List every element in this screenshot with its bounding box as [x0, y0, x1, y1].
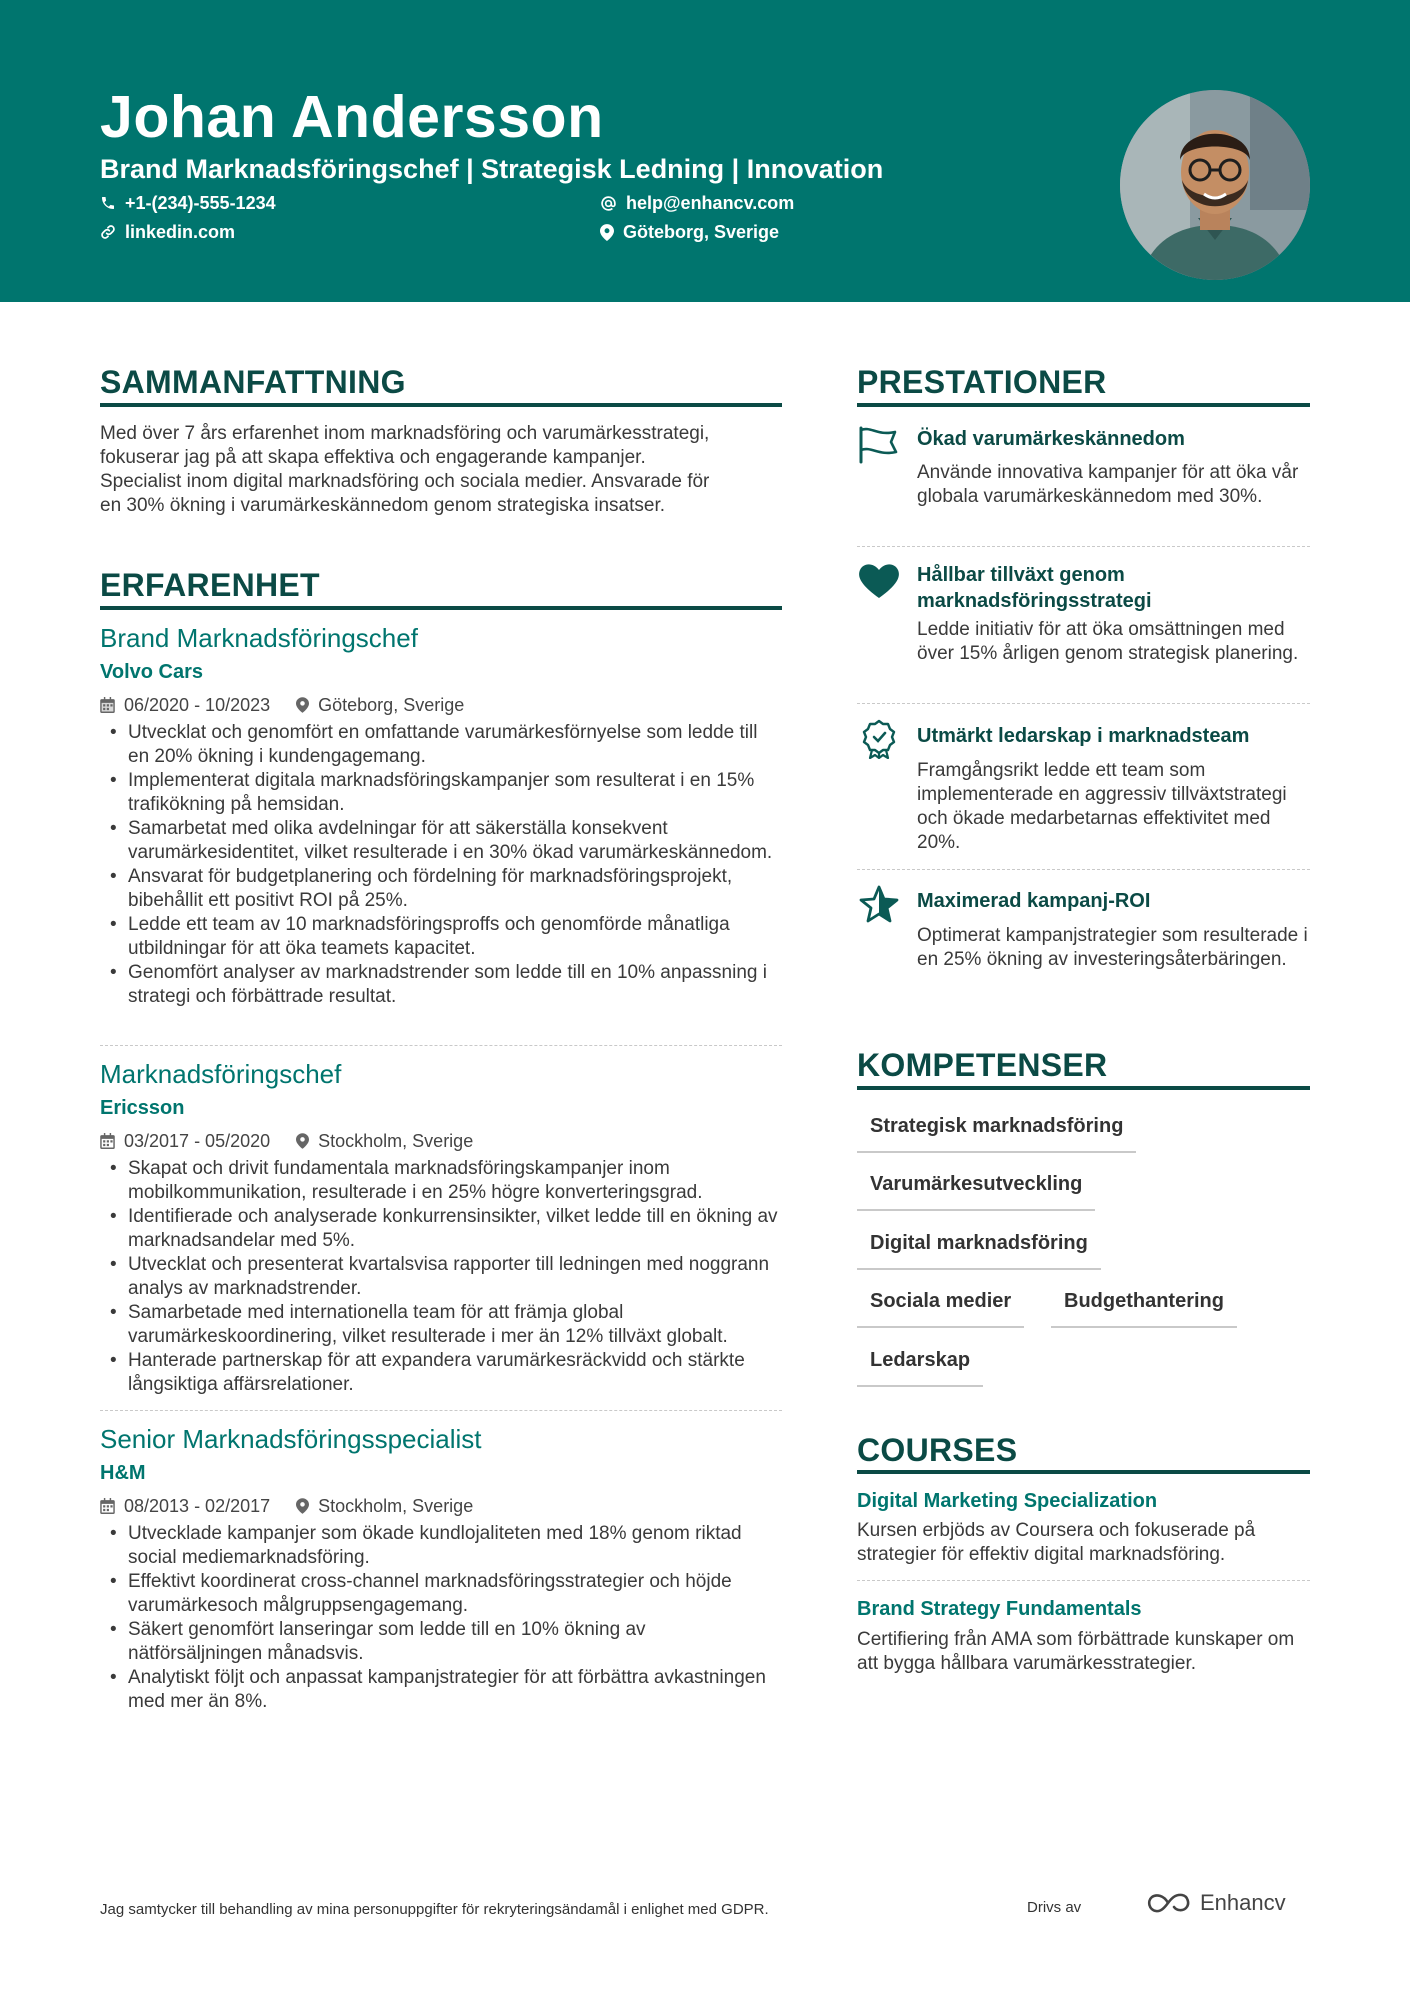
experience-heading-rule	[100, 606, 782, 610]
skill-tag: Varumärkesutveckling	[857, 1171, 1095, 1211]
job-bullets	[100, 1522, 782, 1714]
job-company[interactable]: Ericsson	[100, 1097, 185, 1119]
phone-text: +1-(234)-555-1234	[125, 193, 276, 213]
skill-tag: Sociala medier	[857, 1288, 1024, 1328]
achievements-heading: PRESTATIONER	[857, 364, 1107, 400]
powered-by-label: Drivs av	[1027, 1899, 1082, 1916]
job-bullets	[100, 1157, 782, 1397]
job-bullet: • Genomfört analyser av marknadstrender som ledde till en 10% anpassning i strategi och förbättrade resultat.	[100, 961, 782, 1009]
job-dates-text: 06/2020 - 10/2023	[124, 695, 271, 715]
job-dates-text: 08/2013 - 02/2017	[124, 1496, 271, 1516]
job-meta	[100, 1129, 782, 1153]
achievement-item	[857, 719, 1310, 859]
experience-heading: ERFARENHET	[100, 567, 320, 603]
summary-heading: SAMMANFATTNING	[100, 364, 406, 400]
job-dates-text: 03/2017 - 05/2020	[124, 1131, 271, 1151]
job-title: Senior Marknadsföringsspecialist	[100, 1424, 482, 1454]
gdpr-consent: Jag samtycker till behandling av mina personuppgifter för rekryteringsändamål i enlighet med GDPR.	[100, 1901, 769, 1918]
job-bullet: • Säkert genomfört lanseringar som ledde till en 10% ökning av nätförsäljningen månadsvis.	[100, 1618, 782, 1666]
job-title: Brand Marknadsföringschef	[100, 623, 418, 653]
skills-heading-rule	[857, 1086, 1310, 1090]
achievement-desc: Ledde initiativ för att öka omsättningen med över 15% årligen genom strategisk planering.	[917, 619, 1299, 664]
job-location	[296, 693, 464, 717]
calendar-icon	[100, 697, 115, 713]
email-text: help@enhancv.com	[626, 193, 795, 213]
job-bullets	[100, 721, 782, 1009]
at-icon	[600, 195, 617, 212]
achievement-item	[857, 424, 1310, 539]
job-entry	[100, 1422, 782, 1714]
calendar-icon	[100, 1133, 115, 1149]
location-pin-icon	[296, 697, 309, 713]
job-bullet: • Identifierade och analyserade konkurrensinsikter, vilket ledde till en ökning av marknadsandelar med 5%.	[100, 1205, 782, 1253]
job-dates	[100, 1129, 270, 1153]
job-bullet: • Samarbetat med olika avdelningar för att säkerställa konsekvent varumärkesidentitet, vilket resulterade i en 30% ökad varumärkeskännedom.	[100, 817, 782, 865]
job-bullet: • Analytiskt följt och anpassat kampanjstrategier för att förbättra avkastningen med mer än 8%.	[100, 1666, 782, 1714]
achievement-title: Maximerad kampanj-ROI	[917, 890, 1151, 912]
job-location	[296, 1129, 473, 1153]
achievement-title: Ökad varumärkeskännedom	[917, 428, 1185, 450]
job-entry	[100, 621, 782, 1009]
achievement-item	[857, 884, 1310, 999]
location-text: Göteborg, Sverige	[623, 222, 780, 242]
course-desc: Kursen erbjöds av Coursera och fokuserade på strategier för effektiv digital marknadsföring.	[857, 1520, 1256, 1565]
skill-tag: Ledarskap	[857, 1347, 983, 1387]
job-location	[296, 1494, 473, 1518]
profile-photo-illustration	[1120, 90, 1310, 280]
course-title[interactable]: Brand Strategy Fundamentals	[857, 1598, 1142, 1620]
job-bullet: • Utvecklat och genomfört en omfattande varumärkesförnyelse som ledde till en 20% ökning i kundengagemang.	[100, 721, 782, 769]
website-text: linkedin.com	[125, 222, 236, 242]
heart-icon	[857, 560, 901, 600]
award-icon	[857, 719, 901, 759]
candidate-tagline: Brand Marknadsföringschef | Strategisk Ledning | Innovation	[100, 154, 884, 184]
location-pin-icon	[296, 1498, 309, 1514]
job-dates	[100, 1494, 270, 1518]
job-location-text: Stockholm, Sverige	[318, 1496, 474, 1516]
achievement-desc: Optimerat kampanjstrategier som resulterade i en 25% ökning av investeringsåterbäringen.	[917, 925, 1308, 970]
skill-tag: Budgethantering	[1051, 1288, 1237, 1328]
job-dates	[100, 693, 270, 717]
job-bullet: • Effektivt koordinerat cross-channel marknadsföringsstrategier och höjde varumärkesoch målgruppsengagemang.	[100, 1570, 782, 1618]
job-divider	[100, 1410, 782, 1411]
email-contact[interactable]	[600, 191, 794, 215]
summary-text	[100, 422, 800, 518]
skills-heading: KOMPETENSER	[857, 1047, 1108, 1083]
job-company[interactable]: Volvo Cars	[100, 661, 203, 683]
achievement-divider	[857, 546, 1310, 547]
brand-name: Enhancv	[1200, 1890, 1286, 1915]
achievement-divider	[857, 703, 1310, 704]
calendar-icon	[100, 1498, 115, 1514]
summary-heading-rule	[100, 403, 782, 407]
resume-header	[0, 0, 1410, 302]
summary-line: en 30% ökning i varumärkeskännedom genom strategiska insatser.	[100, 495, 666, 516]
summary-line: Specialist inom digital marknadsföring och sociala medier. Ansvarade för	[100, 471, 710, 492]
course-title[interactable]: Digital Marketing Specialization	[857, 1490, 1158, 1512]
enhancv-logo-icon	[1146, 1891, 1192, 1915]
job-meta	[100, 1494, 782, 1518]
achievement-title: Hållbar tillväxt genom marknadsföringsstrategi	[917, 564, 1152, 612]
achievement-desc: Använde innovativa kampanjer för att öka vår globala varumärkeskännedom med 30%.	[917, 462, 1299, 507]
achievements-heading-rule	[857, 403, 1310, 407]
job-divider	[100, 1045, 782, 1046]
achievement-title: Utmärkt ledarskap i marknadsteam	[917, 725, 1250, 747]
profile-photo	[1120, 90, 1310, 280]
phone-contact[interactable]	[100, 191, 276, 215]
candidate-name: Johan Andersson	[100, 84, 604, 150]
job-bullet: • Ledde ett team av 10 marknadsföringsproffs och genomförde månatliga utbildningar för att öka teamets kapacitet.	[100, 913, 782, 961]
summary-line: fokuserar jag på att skapa effektiva och engagerande kampanjer.	[100, 447, 646, 468]
job-bullet: • Samarbetade med internationella team för att främja global varumärkeskoordinering, vilket resulterade i mer än 12% tillväxt globalt.	[100, 1301, 782, 1349]
star-icon	[857, 884, 901, 924]
job-meta	[100, 693, 782, 717]
job-entry	[100, 1057, 782, 1397]
course-desc: Certifiering från AMA som förbättrade kunskaper om att bygga hållbara varumärkesstrategier.	[857, 1629, 1295, 1674]
job-bullet: • Hanterade partnerskap för att expandera varumärkesräckvidd och stärkte långsiktiga affärsrelationer.	[100, 1349, 782, 1397]
enhancv-logo[interactable]	[1146, 1890, 1286, 1916]
location-contact	[600, 220, 779, 244]
job-title: Marknadsföringschef	[100, 1059, 342, 1089]
achievement-divider	[857, 869, 1310, 870]
courses-heading-rule	[857, 1470, 1310, 1474]
website-contact[interactable]	[100, 220, 235, 244]
course-divider	[857, 1580, 1310, 1581]
phone-icon	[100, 195, 116, 211]
location-pin-icon	[296, 1133, 309, 1149]
summary-line: Med över 7 års erfarenhet inom marknadsföring och varumärkesstrategi,	[100, 423, 710, 444]
skill-tag: Strategisk marknadsföring	[857, 1113, 1136, 1153]
achievement-item	[857, 560, 1310, 695]
flag-icon	[857, 424, 901, 464]
job-location-text: Stockholm, Sverige	[318, 1131, 474, 1151]
job-bullet: • Ansvarat för budgetplanering och fördelning för marknadsföringsprojekt, bibehållit ett positivt ROI på 25%.	[100, 865, 782, 913]
job-location-text: Göteborg, Sverige	[318, 695, 465, 715]
job-bullet: • Implementerat digitala marknadsföringskampanjer som resulterat i en 15% trafikökning på hemsidan.	[100, 769, 782, 817]
job-bullet: • Utvecklade kampanjer som ökade kundlojaliteten med 18% genom riktad social mediemarknadsföring.	[100, 1522, 782, 1570]
achievement-desc: Framgångsrikt ledde ett team som implementerade en aggressiv tillväxtstrategi och ökade medarbetarnas effektivitet med 20%.	[917, 760, 1287, 853]
job-company[interactable]: H&M	[100, 1462, 146, 1484]
job-bullet: • Utvecklat och presenterat kvartalsvisa rapporter till ledningen med noggrann analys av marknadstrender.	[100, 1253, 782, 1301]
skill-tag: Digital marknadsföring	[857, 1230, 1101, 1270]
job-bullet: • Skapat och drivit fundamentala marknadsföringskampanjer inom mobilkommunikation, resulterade i en 25% högre konverteringsgrad.	[100, 1157, 782, 1205]
link-icon	[100, 224, 116, 240]
courses-heading: COURSES	[857, 1432, 1018, 1468]
location-pin-icon	[600, 224, 614, 241]
